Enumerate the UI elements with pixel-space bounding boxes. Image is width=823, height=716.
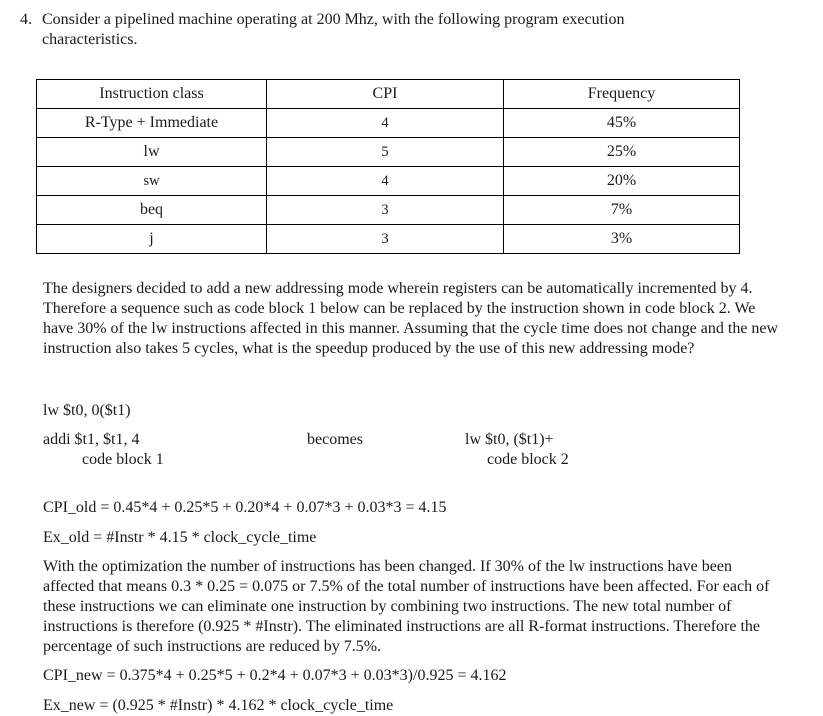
- problem-paragraph: The designers decided to add a new addressing mode wherein registers can be automatically incremented by 4. Therefore a sequence such as code block 1 below can be replaced by the instruction shown in code block 2. We have 30% of the lw instructions affected in this manner. Assuming that the cycle time does not change and the new instruction also takes 5 cycles, what is the speedup produced by the use of this new addressing mode?: [43, 280, 779, 357]
- table-header-row: [37, 80, 740, 109]
- cell-frequency: 20%: [504, 167, 740, 196]
- cell-cpi: 3: [267, 196, 504, 225]
- code-block-2-label: code block 2: [487, 451, 569, 468]
- ex-old-equation: Ex_old = #Instr * 4.15 * clock_cycle_time: [43, 529, 317, 546]
- table-row: [37, 109, 740, 138]
- cell-frequency: 3%: [504, 225, 740, 254]
- cell-class: beq: [37, 196, 267, 225]
- solution-paragraph: With the optimization the number of instructions has been changed. If 30% of the lw instructions have been affected that means 0.3 * 0.25 = 0.075 or 7.5% of the total number of instructions have been affected. For each of these instructions we can eliminate one instruction by combining two instructions. The new total number of instructions is therefore (0.925 * #Instr). The eliminated instructions are all R-format instructions. Therefore the percentage of such instructions are reduced by 7.5%.: [43, 558, 770, 655]
- question-number: 4.: [20, 11, 32, 28]
- table-row: [37, 138, 740, 167]
- ex-new-equation: Ex_new = (0.925 * #Instr) * 4.162 * clock_cycle_time: [43, 697, 394, 714]
- cell-class: R-Type + Immediate: [37, 109, 267, 138]
- question-text: Consider a pipelined machine operating at 200 Mhz, with the following program execution characteristics.: [42, 11, 625, 48]
- cell-cpi: 5: [267, 138, 504, 167]
- cell-class: sw: [37, 167, 267, 196]
- table-row: [37, 196, 740, 225]
- code-block-1-line-1: lw $t0, 0($t1): [43, 402, 131, 419]
- header-cpi: CPI: [267, 80, 504, 109]
- table-row: [37, 225, 740, 254]
- cell-cpi: 4: [267, 167, 504, 196]
- header-frequency: Frequency: [504, 80, 740, 109]
- cell-frequency: 7%: [504, 196, 740, 225]
- cpi-old-equation: CPI_old = 0.45*4 + 0.25*5 + 0.20*4 + 0.07*3 + 0.03*3 = 4.15: [43, 499, 447, 516]
- code-block-1-line-2: addi $t1, $t1, 4: [43, 431, 140, 448]
- becomes-text: becomes: [307, 431, 363, 448]
- cell-class: j: [37, 225, 267, 254]
- code-block-2-line-1: lw $t0, ($t1)+: [465, 431, 554, 448]
- code-block-1-label: code block 1: [82, 451, 164, 468]
- cell-cpi: 4: [267, 109, 504, 138]
- cell-frequency: 45%: [504, 109, 740, 138]
- table-row: [37, 167, 740, 196]
- cell-frequency: 25%: [504, 138, 740, 167]
- instruction-table: [36, 79, 740, 254]
- cpi-new-equation: CPI_new = 0.375*4 + 0.25*5 + 0.2*4 + 0.07*3 + 0.03*3)/0.925 = 4.162: [43, 667, 507, 684]
- header-instruction-class: Instruction class: [37, 80, 267, 109]
- cell-cpi: 3: [267, 225, 504, 254]
- cell-class: lw: [37, 138, 267, 167]
